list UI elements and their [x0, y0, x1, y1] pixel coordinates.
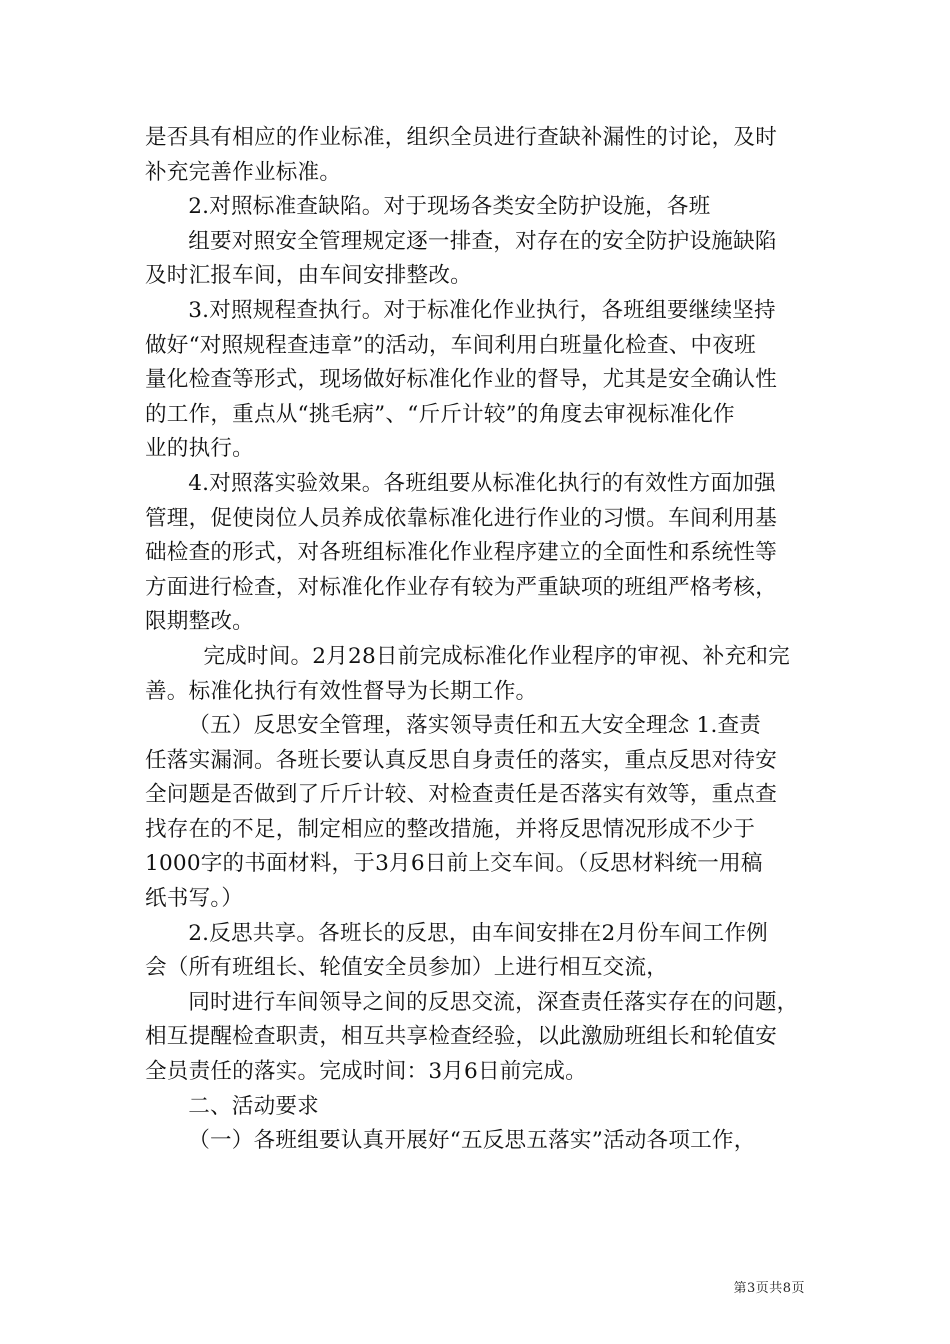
- text-line: （一）各班组要认真开展好“五反思五落实”活动各项工作，: [188, 1128, 756, 1154]
- text-line: 方面进行检查，对标准化作业存有较为严重缺项的班组严格考核，: [145, 574, 778, 600]
- text-line: 善。标准化执行有效性督导为长期工作。: [145, 678, 538, 704]
- text-line: 全员责任的落实。完成时间：3月6日前完成。: [145, 1059, 587, 1085]
- text-line: 是否具有相应的作业标准，组织全员进行查缺补漏性的讨论，及时: [145, 125, 778, 150]
- text-line: 补充完善作业标准。: [145, 159, 342, 185]
- text-line: 管理，促使岗位人员养成依靠标准化进行作业的习惯。车间利用基: [145, 505, 778, 531]
- text-line: （五）反思安全管理，落实领导责任和五大安全理念 1.查责: [188, 713, 762, 739]
- text-line: 础检查的形式，对各班组标准化作业程序建立的全面性和系统性等: [145, 540, 778, 566]
- text-line: 完成时间。2月28日前完成标准化作业程序的审视、补充和完: [203, 643, 790, 669]
- text-line: 3.对照规程查执行。对于标准化作业执行，各班组要继续坚持: [188, 297, 776, 323]
- text-line: 全问题是否做到了斤斤计较、对检查责任是否落实有效等，重点查: [145, 782, 778, 808]
- text-line: 做好“对照规程查违章”的活动，车间利用白班量化检查、中夜班: [145, 332, 756, 358]
- text-line: 纸书写。）: [145, 886, 244, 912]
- text-line: 2.对照标准查缺陷。对于现场各类安全防护设施，各班: [188, 194, 711, 220]
- document-body: [145, 121, 810, 1159]
- text-line: 同时进行车间领导之间的反思交流，深查责任落实存在的问题，: [188, 989, 799, 1015]
- text-line: 业的执行。: [145, 436, 254, 462]
- text-line: 1000字的书面材料，于3月6日前上交车间。（反思材料统一用稿: [145, 851, 763, 877]
- section-heading: 二、活动要求: [188, 1093, 319, 1119]
- text-line: 组要对照安全管理规定逐一排查，对存在的安全防护设施缺陷: [188, 228, 777, 254]
- text-line: 限期整改。: [145, 609, 254, 635]
- text-line: 任落实漏洞。各班长要认真反思自身责任的落实，重点反思对待安: [145, 747, 778, 773]
- text-line: 相互提醒检查职责，相互共享检查经验，以此激励班组长和轮值安: [145, 1024, 778, 1050]
- text-line: 4.对照落实验效果。各班组要从标准化执行的有效性方面加强: [188, 470, 776, 496]
- text-line: 2.反思共享。各班长的反思，由车间安排在2月份车间工作例: [188, 920, 768, 946]
- text-line: 会（所有班组长、轮值安全员参加）上进行相互交流，: [145, 955, 669, 981]
- page-number-footer: 第3页共8页: [733, 1281, 805, 1296]
- text-line: 找存在的不足，制定相应的整改措施，并将反思情况形成不少于: [145, 816, 756, 842]
- text-line: 及时汇报车间，由车间安排整改。: [145, 263, 472, 289]
- text-line: 的工作，重点从“挑毛病”、“斤斤计较”的角度去审视标准化作: [145, 401, 735, 427]
- text-line: 量化检查等形式，现场做好标准化作业的督导，尤其是安全确认性: [145, 367, 778, 393]
